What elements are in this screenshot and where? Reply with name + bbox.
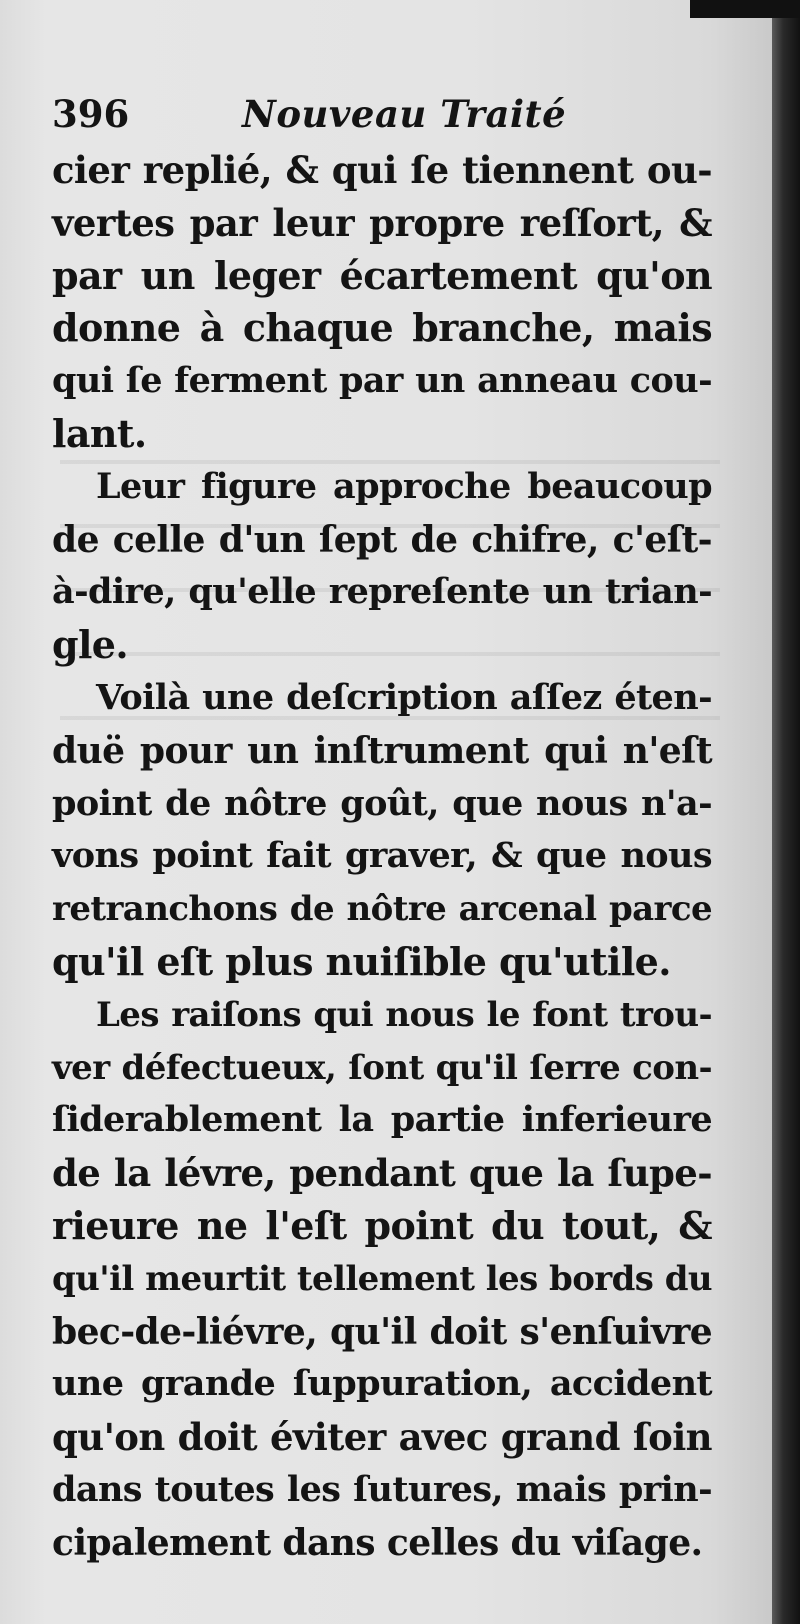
text-line: point de nôtre goût, que nous n'a- [52,782,712,824]
text-line: ver défectueux, ſont qu'il ſerre con- [52,1047,712,1088]
text-line: duë pour un inſtrument qui n'eſt [52,729,712,772]
text-line: à-dire, qu'elle repreſente un trian- [52,571,712,613]
text-line: par un leger écartement qu'on [52,252,712,298]
text-line: vons point fait graver, & que nous [52,835,712,877]
text-line: qu'il eſt plus nuiſible qu'utile. [52,938,671,984]
running-title: Nouveau Traité [242,92,567,136]
page-shadow-edge [772,0,800,1624]
text-line: dans toutes les ſutures, mais prin- [52,1468,712,1510]
page-number: 396 [52,92,130,136]
text-line: de celle d'un ſept de chifre, c'eſt- [52,518,712,561]
text-line: rieure ne l'eſt point du tout, & [52,1202,712,1248]
scan-border [690,0,800,18]
page-header [52,92,712,144]
text-line: cipalement dans celles du viſage. [52,1521,703,1564]
text-line: Les raiſons qui nous le font trou- [96,994,712,1035]
page-text-block [52,92,712,1570]
text-line: retranchons de nôtre arcenal parce [52,889,712,930]
paragraph-2 [52,461,712,672]
paragraph-3 [52,672,712,989]
text-line: cier replié, & qui ſe tiennent ou- [52,148,712,192]
paragraph-1 [52,144,712,461]
text-line: qui ſe ferment par un anneau cou- [52,360,712,402]
text-line: bec-de-liévre, qu'il doit s'enſuivre [52,1310,712,1353]
text-line: Leur figure approche beaucoup [96,465,712,507]
text-line: vertes par leur propre reſſort, & [52,200,712,245]
text-line: Voilà une deſcription aſſez éten- [96,676,712,718]
text-line: qu'il meurtit tellement les bords du [52,1258,712,1299]
text-line: une grande ſuppuration, accident [52,1363,712,1405]
text-line: ſiderablement la partie inferieure [52,1099,712,1141]
text-line: de la lévre, pendant que la ſupe- [52,1151,712,1196]
text-line: donne à chaque branche, mais [52,305,712,351]
text-line: gle. [52,622,129,668]
text-line: qu'on doit éviter avec grand ſoin [52,1415,712,1460]
text-line: lant. [52,410,147,456]
paragraph-4 [52,989,712,1570]
